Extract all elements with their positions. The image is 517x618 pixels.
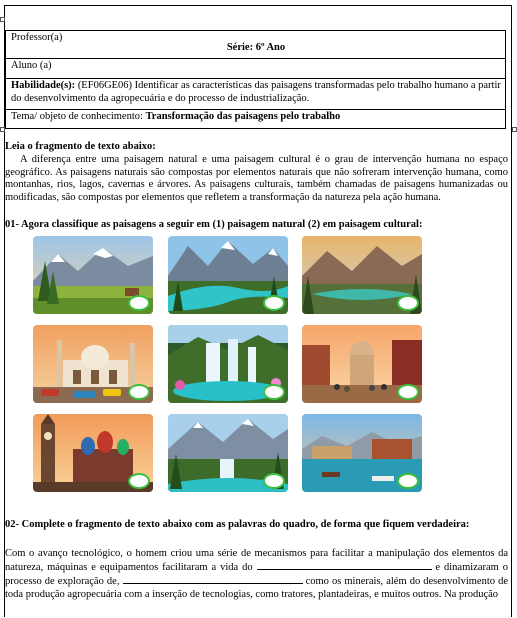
tema-label: Tema/ objeto de conhecimento:: [11, 111, 146, 122]
answer-circle[interactable]: [397, 384, 419, 400]
aluno-cell[interactable]: [6, 59, 506, 79]
answer-circle[interactable]: [128, 295, 150, 311]
reading-paragraph: A diferença entre uma paisagem natural e uma paisagem cultural é o grau de intervenção humana no espaço geográfico. As paisagens naturais são compostas por elementos naturais que não sofreram intervenção humana, como montanhas, rios, lagos, cavernas e árvores. As paisagens culturais, também chamadas de paisagens humanizadas ou modificadas, são compostas por elementos que refletem a transformação da natureza pela ação humana.: [5, 153, 508, 204]
question-1: 01- Agora classifique as paisagens a seguir em (1) paisagem natural (2) em paisagem cultural:: [5, 219, 423, 230]
tema-value: Transformação das paisagens pelo trabalho: [145, 111, 341, 122]
answer-circle[interactable]: [128, 473, 150, 489]
landscape-image-mountain-lake-sunset: [302, 236, 422, 314]
fill-blank-1[interactable]: [257, 560, 432, 570]
question-2-text-2: e dinamizaram o processo de exploração de,: [5, 562, 508, 588]
resize-handle-right[interactable]: [512, 127, 517, 132]
question-2-text-1: Com o avanço tecnológico, o homem criou uma série de mecanismos para facilitar a manipulação dos elementos da natureza, máquinas e equipamentos facilitaram a vida do: [5, 548, 508, 574]
habilidade-cell: [6, 79, 506, 110]
header-table: [5, 30, 506, 129]
landscape-image-waterfall: [168, 325, 288, 403]
landscape-image-valley-waterfall: [168, 414, 288, 492]
landscape-image-harbor-town: [302, 414, 422, 492]
resize-handle-top-left[interactable]: [0, 17, 5, 22]
serie-label: Série: 6º Ano: [226, 42, 286, 53]
answer-circle[interactable]: [397, 295, 419, 311]
answer-circle[interactable]: [263, 473, 285, 489]
professor-cell[interactable]: [6, 31, 506, 59]
reading-heading: Leia o fragmento de texto abaixo:: [5, 141, 156, 152]
habilidade-text: (EF06GE06) Identificar as características das paisagens transformadas pelo trabalho humano a partir do desenvolvimento da agropecuária e do processo de industrialização.: [11, 80, 501, 104]
landscape-image-grid: [33, 236, 418, 496]
aluno-label: Aluno (a): [11, 60, 52, 71]
reading-section: [5, 141, 508, 205]
professor-label: Professor(a): [11, 32, 63, 43]
landscape-image-market-street: [302, 325, 422, 403]
question-2-text-3: como os minerais, além do desenvolvimento de toda produção agropecuária com a inserção de tecnologias, como tratores, plantadeiras, e muitos outros. Na produção: [5, 576, 508, 600]
answer-circle[interactable]: [128, 384, 150, 400]
landscape-image-palace-city: [33, 325, 153, 403]
question-2: 02- Complete o fragmento de texto abaixo com as palavras do quadro, de forma que fiquem verdadeira:: [5, 519, 470, 530]
habilidade-label: Habilidade(s):: [11, 80, 76, 91]
answer-circle[interactable]: [397, 473, 419, 489]
landscape-image-turquoise-river: [168, 236, 288, 314]
landscape-image-mountain-meadow: [33, 236, 153, 314]
landscape-image-clock-tower: [33, 414, 153, 492]
fill-blank-2[interactable]: [123, 574, 303, 584]
answer-circle[interactable]: [263, 295, 285, 311]
question-2-paragraph: [5, 548, 508, 601]
answer-circle[interactable]: [263, 384, 285, 400]
tema-cell: [6, 110, 506, 129]
